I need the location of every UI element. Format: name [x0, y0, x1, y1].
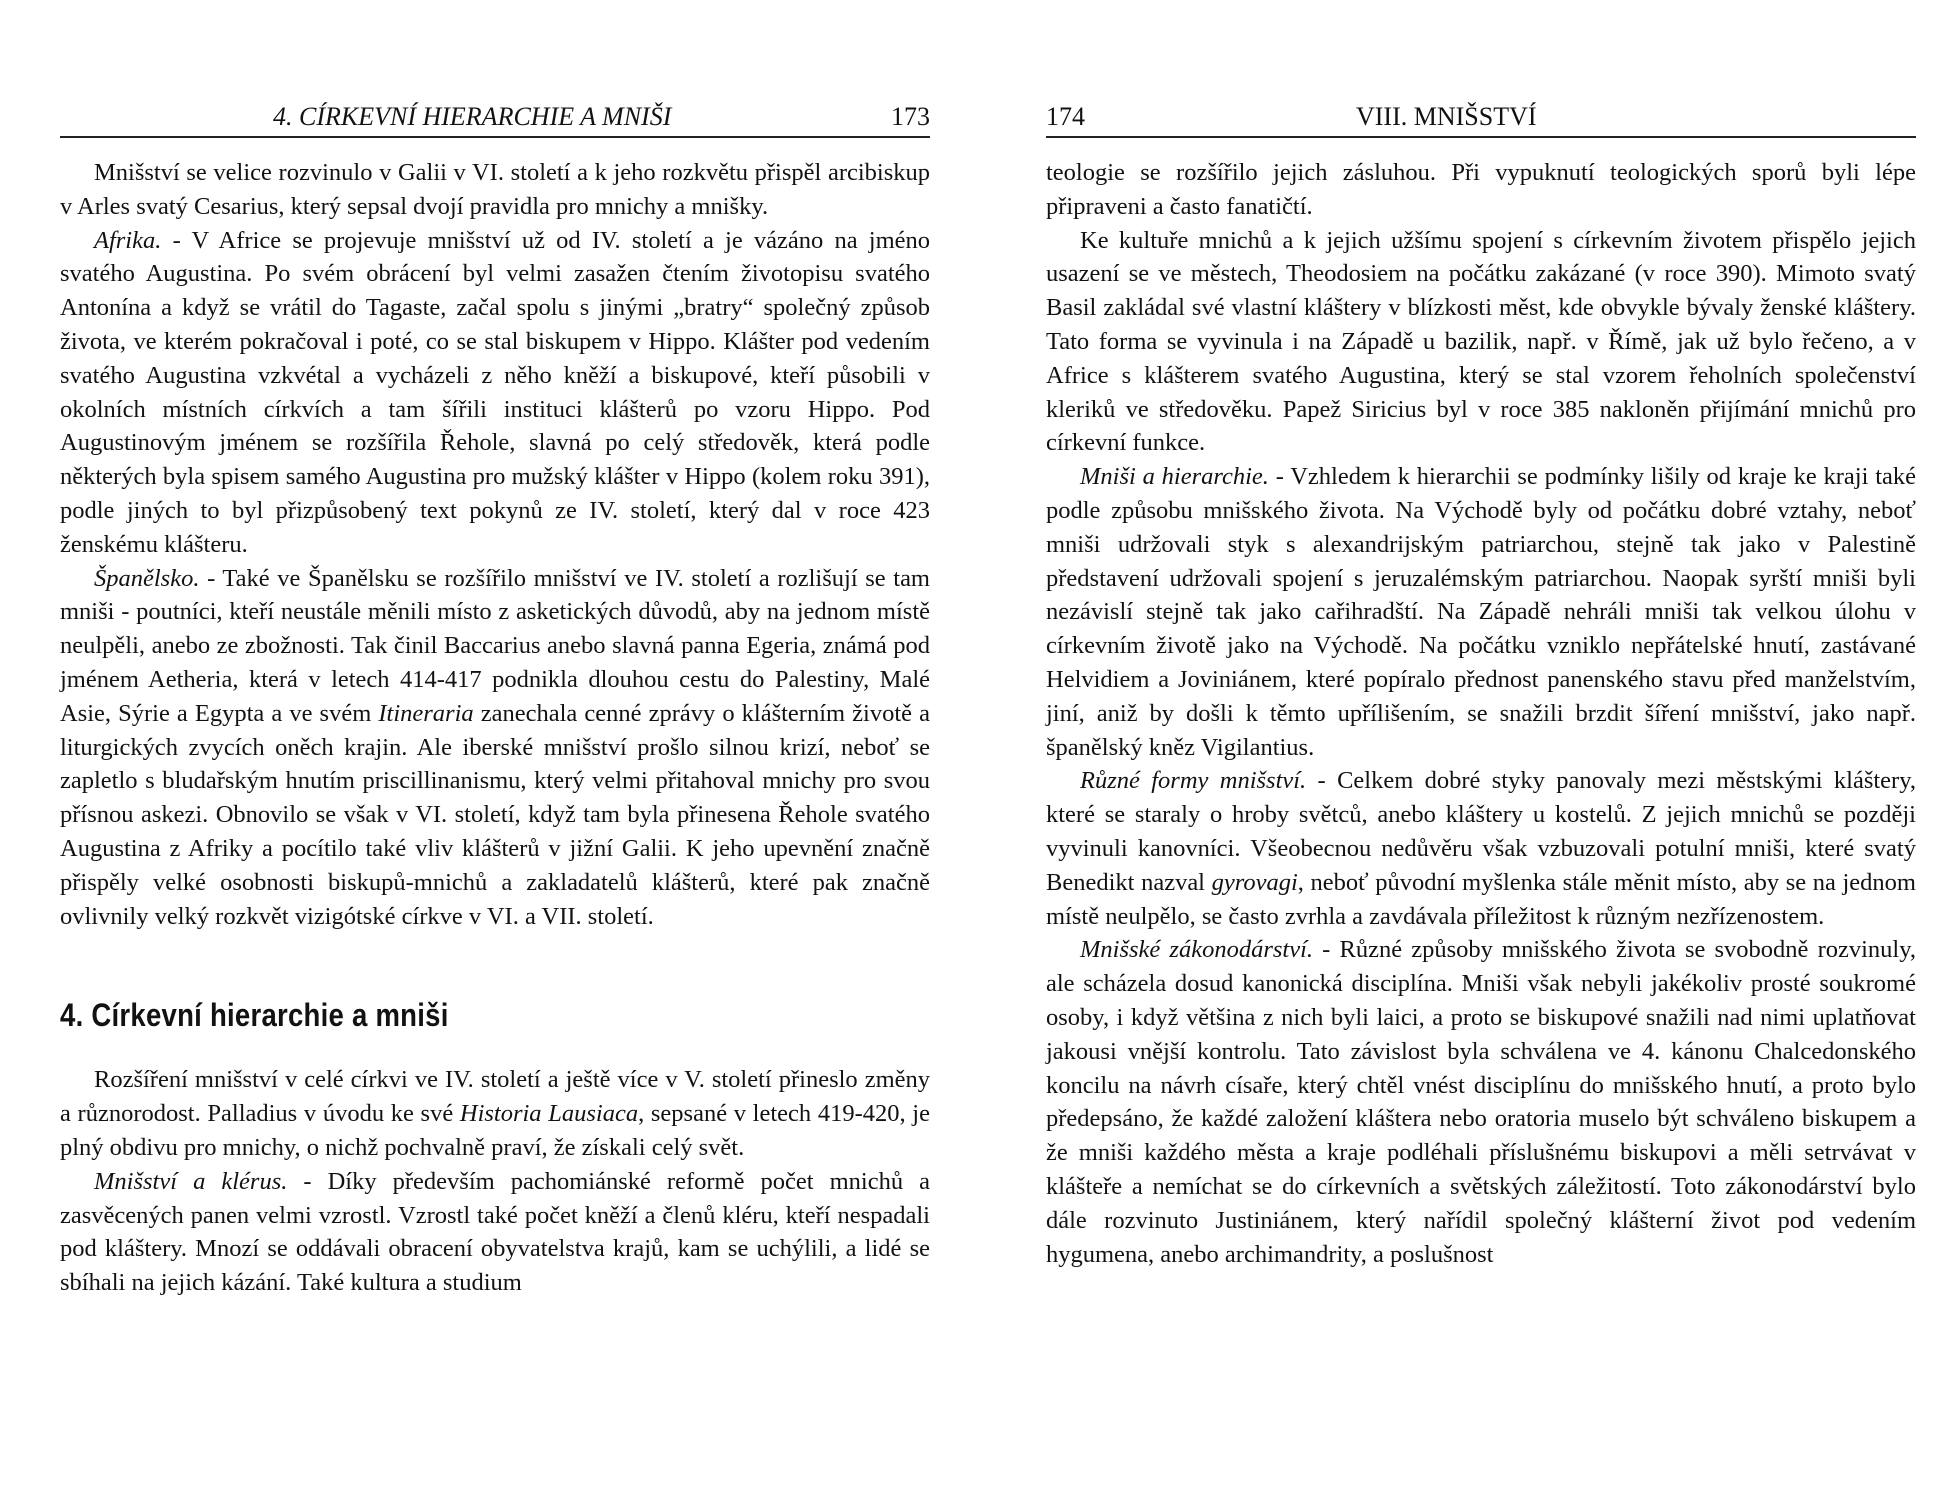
- paragraph: Mniši a hierarchie. - Vzhledem k hierarchii se podmínky lišily od kraje ke kraji také podle způsobu mnišského života. Na Východě byly od počátku dobré vztahy, neboť mniši udržovali styk s alexandrijským patriarchou, stejně tak jako v Palestině představení udržovali spojení s jeruzalémským patriarchou. Naopak syrští mniši byli nezávislí stejně tak jako cařihradští. Na Západě nehráli mniši tak velkou úlohu v církevním životě jako na Východě. Na počátku vzniklo nepřátelské hnutí, zastávané Helvidiem a Joviniánem, které popíralo přednost panenského stavu před manželstvím, jiní, aniž by došli k těmto upřílišením, se snažili brzdit šíření mnišství, jako např. španělský kněz Vigilantius.: [1046, 463, 1916, 761]
- paragraph: Mnišství a klérus. - Díky především pachomiánské reformě počet mnichů a zasvěcených panen velmi vzrostl. Vzrostl také počet kněží a členů kléru, kteří nespadali pod kláštery. Mnozí se oddávali obracení obyvatelstva krajů, kam se uchýlili, a lidé se sbíhali na jejich kázání. Také kultura a studium: [60, 1167, 930, 1297]
- page-number: 173: [891, 102, 930, 131]
- left-page-header: [60, 100, 930, 138]
- paragraph: Rozšíření mnišství v celé církvi ve IV. století a ještě více v V. století přineslo změny a různorodost. Palladius v úvodu ke své Historia Lausiaca, sepsané v letech 419-420, je plný obdivu pro mnichy, o nichž pochvalně praví, že získali celý svět.: [60, 1066, 930, 1161]
- paragraph: Ke kultuře mnichů a k jejich užšímu spojení s církevním životem přispělo jejich usazení se ve městech, Theodosiem na počátku zakázané (v roce 390). Mimoto svatý Basil zakládal své vlastní kláštery v blízkosti měst, kde obvykle bývaly ženské kláštery. Tato forma se vyvinula i na Západě u bazilik, např. v Římě, jak už bylo řečeno, a v Africe s klášterem svatého Augustina, který se stal vzorem řeholních společenství kleriků ve středověku. Papež Siricius byl v roce 385 nakloněn přijímání mnichů pro církevní funkce.: [1046, 226, 1916, 457]
- left-page-body: [60, 156, 930, 1300]
- paragraph-lead: Mnišství a klérus.: [94, 1167, 288, 1195]
- paragraph-lead: Afrika.: [94, 226, 162, 254]
- paragraph-lead: Mnišské zákonodárství.: [1080, 936, 1314, 964]
- page-number: 174: [1046, 102, 1085, 131]
- paragraph-lead: Mniši a hierarchie.: [1080, 463, 1269, 491]
- left-page: [60, 0, 930, 1500]
- paragraph: teologie se rozšířilo jejich zásluhou. Při vypuknutí teologických sporů byli lépe připraveni a často fanatičtí.: [1046, 159, 1916, 220]
- paragraph: Afrika. - V Africe se projevuje mnišství už od IV. století a je vázáno na jméno svatého Augustina. Po svém obrácení byl velmi zasažen čtením životopisu svatého Antonína a když se vrátil do Tagaste, začal spolu s jinými „bratry“ společný způsob života, ve kterém pokračoval i poté, co se stal biskupem v Hippo. Klášter pod vedením svatého Augustina vzkvétal a vycházeli z něho kněží a biskupové, kteří působili v okolních místních církvích a tam šířili instituci klášterů po vzoru Hippo. Pod Augustinovým jménem se rozšířila Řehole, slavná po celý středověk, která podle některých byla spisem samého Augustina pro mužský klášter v Hippo (kolem roku 391), podle jiných to byl přizpůsobený text pokynů ze IV. století, který dal v roce 423 ženskému klášteru.: [60, 226, 930, 558]
- section-heading: 4. Církevní hierarchie a mniši: [60, 997, 449, 1034]
- paragraph: Španělsko. - Také ve Španělsku se rozšířilo mnišství ve IV. století a rozlišují se tam mniši - poutníci, kteří neustále měnili místo z asketických důvodů, aby na jednom místě neulpěli, anebo ze zbožnosti. Tak činil Baccarius anebo slavná panna Egeria, známá pod jménem Aetheria, která v letech 414-417 podnikla dlouhou cestu do Palestiny, Malé Asie, Sýrie a Egypta a ve svém Itineraria zanechala cenné zprávy o klášterním životě a liturgických zvycích oněch krajin. Ale iberské mnišství prošlo silnou krizí, neboť se zapletlo s bludařským hnutím priscillinanismu, který velmi přitahoval mnichy pro svou přísnou askezi. Obnovilo se však v VI. století, když tam byla přinesena Řehole svatého Augustina z Afriky a pocítilo také vliv klášterů v jižní Galii. K jeho upevnění značně přispěly velké osobnosti biskupů-mnichů a zakladatelů klášterů, které pak značně ovlivnily velký rozkvět vizigótské církve v VI. a VII. století.: [60, 564, 930, 930]
- paragraph-lead: Španělsko.: [94, 564, 200, 592]
- paragraph: Různé formy mnišství. - Celkem dobré styky panovaly mezi městskými kláštery, které se staraly o hroby světců, anebo kláštery u kostelů. Z jejich mnichů se později vyvinuli kanovníci. Všeobecnou nedůvěru však vzbuzovali potulní mniši, které svatý Benedikt nazval gyrovagi, neboť původní myšlenka stále měnit místo, aby se na jednom místě neulpělo, se často zvrhla a zavdávala příležitost k různým nezřízenostem.: [1046, 767, 1916, 930]
- right-page: [1046, 0, 1916, 1500]
- paragraph: Mnišské zákonodárství. - Různé způsoby mnišského života se svobodně rozvinuly, ale scházela dosud kanonická disciplína. Mniši však nebyli jakékoliv prosté soukromé osoby, i když většina z nich byli laici, a proto se biskupové snažili nad nimi uplatňovat jakousi vnější kontrolu. Tato závislost byla schválena ve 4. kánonu Chalcedonského koncilu na návrh císaře, který chtěl vnést disciplínu do mnišského hnutí, a proto bylo předepsáno, že každé založení kláštera nebo oratoria muselo být schváleno biskupem a že mniši každého města a kraje podléhali příslušnému biskupovi a měli setrvávat v klášteře a nemíchat se do církevních a světských záležitostí. Toto zákonodárství bylo dále rozvinuto Justiniánem, který nařídil společný klášterní život pod vedením hygumena, anebo archimandrity, a poslušnost: [1046, 936, 1917, 1268]
- right-page-header: [1046, 100, 1916, 138]
- paragraph: Mnišství se velice rozvinulo v Galii v VI. století a k jeho rozkvětu přispěl arcibiskup v Arles svatý Cesarius, který sepsal dvojí pravidla pro mnichy a mnišky.: [60, 159, 930, 220]
- paragraph-lead: Různé formy mnišství.: [1080, 767, 1307, 795]
- running-title: 4. CÍRKEVNÍ HIERARCHIE A MNIŠI: [273, 102, 672, 131]
- right-page-body: [1046, 156, 1916, 1271]
- running-title: VIII. MNIŠSTVÍ: [1356, 102, 1537, 131]
